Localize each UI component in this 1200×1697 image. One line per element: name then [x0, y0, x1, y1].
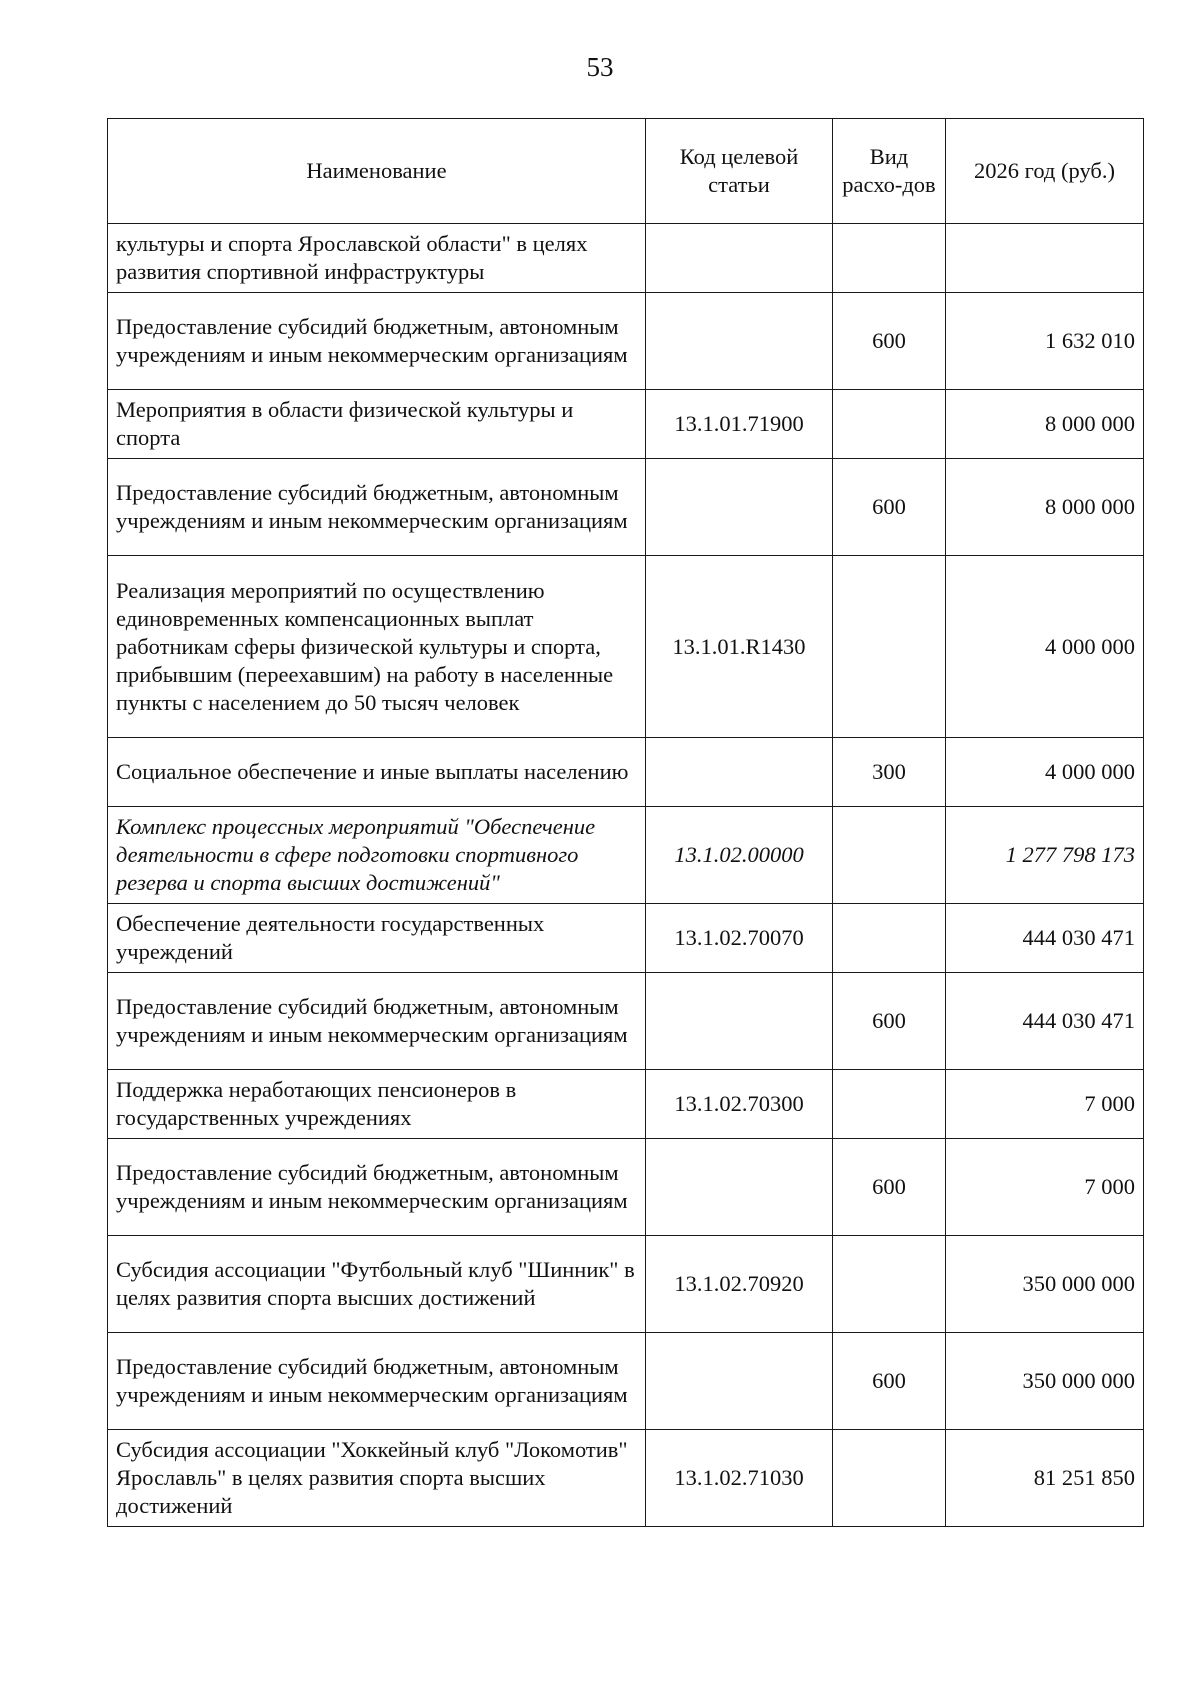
row-code: 13.1.02.70300	[646, 1070, 833, 1139]
table-row	[108, 904, 1144, 973]
row-amount: 350 000 000	[946, 1236, 1144, 1333]
row-name: Предоставление субсидий бюджетным, автономным учреждениям и иным некоммерческим организациям	[108, 459, 646, 556]
table-row	[108, 459, 1144, 556]
row-code	[646, 224, 833, 293]
row-type: 600	[833, 1333, 946, 1430]
row-code: 13.1.02.70920	[646, 1236, 833, 1333]
page-number: 53	[586, 52, 614, 82]
row-name: Поддержка неработающих пенсионеров в государственных учреждениях	[108, 1070, 646, 1139]
table-row	[108, 807, 1144, 904]
row-type	[833, 904, 946, 973]
table-row	[108, 224, 1144, 293]
table-row	[108, 1333, 1144, 1430]
row-code	[646, 459, 833, 556]
row-code	[646, 293, 833, 390]
row-code	[646, 1333, 833, 1430]
row-amount: 1 277 798 173	[946, 807, 1144, 904]
header-code: Код целевой статьи	[646, 119, 833, 224]
row-amount: 444 030 471	[946, 904, 1144, 973]
row-name: Предоставление субсидий бюджетным, автономным учреждениям и иным некоммерческим организациям	[108, 973, 646, 1070]
row-code: 13.1.02.00000	[646, 807, 833, 904]
header-name: Наименование	[108, 119, 646, 224]
row-amount: 444 030 471	[946, 973, 1144, 1070]
row-type: 600	[833, 973, 946, 1070]
table-row	[108, 390, 1144, 459]
row-code	[646, 1139, 833, 1236]
row-type: 300	[833, 738, 946, 807]
row-name: Предоставление субсидий бюджетным, автономным учреждениям и иным некоммерческим организациям	[108, 1139, 646, 1236]
table-row	[108, 1139, 1144, 1236]
table-header-row	[108, 119, 1144, 224]
row-type	[833, 1070, 946, 1139]
row-amount: 350 000 000	[946, 1333, 1144, 1430]
row-type: 600	[833, 459, 946, 556]
row-amount: 4 000 000	[946, 556, 1144, 738]
row-name: культуры и спорта Ярославской области" в целях развития спортивной инфраструктуры	[108, 224, 646, 293]
row-code: 13.1.01.R1430	[646, 556, 833, 738]
row-code	[646, 973, 833, 1070]
row-type	[833, 1236, 946, 1333]
table-row	[108, 738, 1144, 807]
budget-table	[107, 118, 1144, 1527]
row-code	[646, 738, 833, 807]
table-row	[108, 973, 1144, 1070]
row-code: 13.1.02.70070	[646, 904, 833, 973]
header-amount: 2026 год (руб.)	[946, 119, 1144, 224]
row-code: 13.1.01.71900	[646, 390, 833, 459]
row-amount: 1 632 010	[946, 293, 1144, 390]
row-name: Субсидия ассоциации "Хоккейный клуб "Локомотив" Ярославль" в целях развития спорта высших достижений	[108, 1430, 646, 1527]
row-amount: 81 251 850	[946, 1430, 1144, 1527]
header-type: Вид расхо-дов	[833, 119, 946, 224]
row-type	[833, 224, 946, 293]
row-name: Реализация мероприятий по осуществлению единовременных компенсационных выплат работникам сферы физической культуры и спорта, прибывшим (переехавшим) на работу в населенные пункты с населением до 50 тысяч человек	[108, 556, 646, 738]
row-name: Субсидия ассоциации "Футбольный клуб "Шинник" в целях развития спорта высших достижений	[108, 1236, 646, 1333]
row-amount: 8 000 000	[946, 390, 1144, 459]
table-row	[108, 556, 1144, 738]
row-type	[833, 807, 946, 904]
row-amount	[946, 224, 1144, 293]
row-type	[833, 390, 946, 459]
row-amount: 4 000 000	[946, 738, 1144, 807]
row-amount: 8 000 000	[946, 459, 1144, 556]
row-name: Предоставление субсидий бюджетным, автономным учреждениям и иным некоммерческим организациям	[108, 1333, 646, 1430]
row-name: Комплекс процессных мероприятий "Обеспечение деятельности в сфере подготовки спортивного резерва и спорта высших достижений"	[108, 807, 646, 904]
row-type	[833, 556, 946, 738]
row-name: Обеспечение деятельности государственных учреждений	[108, 904, 646, 973]
row-name: Предоставление субсидий бюджетным, автономным учреждениям и иным некоммерческим организациям	[108, 293, 646, 390]
table-row	[108, 1070, 1144, 1139]
row-type: 600	[833, 293, 946, 390]
row-name: Социальное обеспечение и иные выплаты населению	[108, 738, 646, 807]
row-type: 600	[833, 1139, 946, 1236]
row-type	[833, 1430, 946, 1527]
table-row	[108, 1430, 1144, 1527]
table-row	[108, 293, 1144, 390]
row-name: Мероприятия в области физической культуры и спорта	[108, 390, 646, 459]
row-amount: 7 000	[946, 1070, 1144, 1139]
row-amount: 7 000	[946, 1139, 1144, 1236]
row-code: 13.1.02.71030	[646, 1430, 833, 1527]
table-row	[108, 1236, 1144, 1333]
